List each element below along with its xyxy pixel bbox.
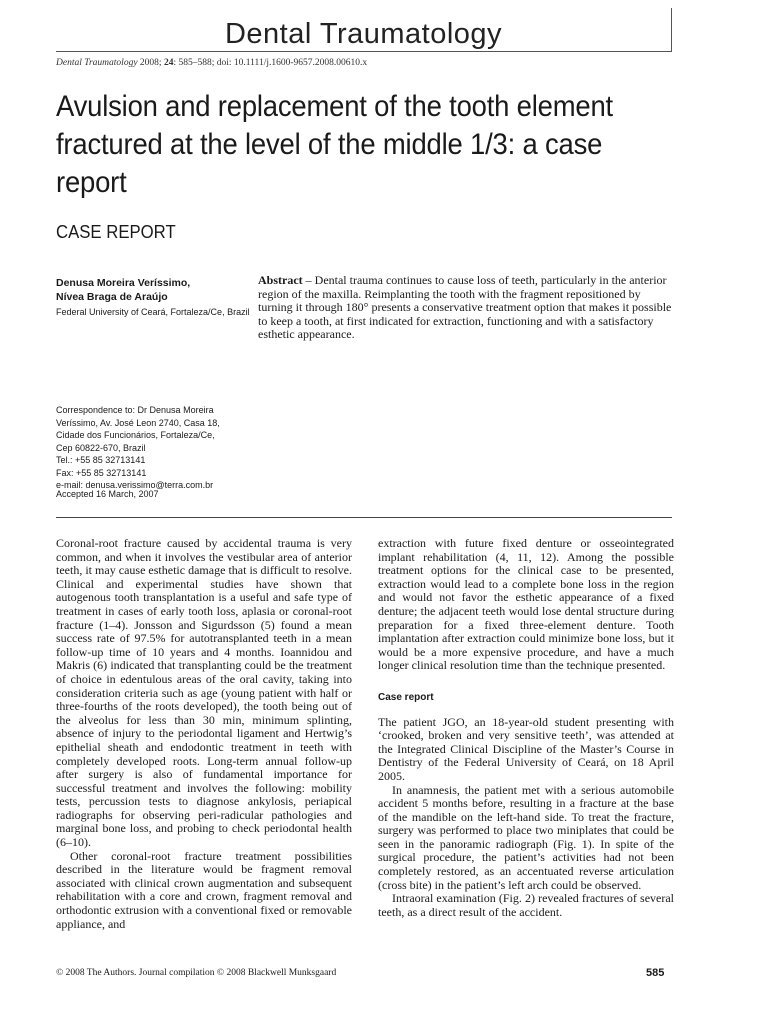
correspondence-line: Veríssimo, Av. José Leon 2740, Casa 18,: [56, 417, 220, 428]
abstract-text: – Dental trauma continues to cause loss of teeth, particularly in the anterior region of the maxilla. Reimplanting the tooth with the fragment repositioned by turning it through 180° presents a conservative treatment option that makes it possible to keep a tooth, at first indicated for extraction, functioning and with a satisfactory esthetic appearance.: [258, 273, 672, 342]
page-number: 585: [646, 967, 665, 979]
author-2: Nívea Braga de Araújo: [56, 290, 168, 303]
body-paragraph: The patient JGO, an 18-year-old student presenting with ‘crooked, broken and very sensitive teeth’, was attended at the Integrated Clinical Discipline of the Master’s Course in Dentistry of the Federal University of Ceará, on 18 April 2005.: [378, 714, 674, 783]
author-1: Denusa Moreira Veríssimo,: [56, 277, 191, 289]
affiliation: Federal University of Ceará, Fortaleza/Ce, Brazil: [56, 307, 250, 317]
citation-pages-doi: : 585–588; doi: 10.1111/j.1600-9657.2008.00610.x: [173, 58, 368, 68]
section-heading-case-report: Case report: [378, 691, 434, 703]
body-paragraph: extraction with future fixed denture or osseointegrated implant rehabilitation (4, 11, 12). Among the possible treatment options for the clinical case to be presented, extraction would lead to a complete bone loss in the region and would not favor the esthetic appearance of a fixed denture; the adjacent teeth would lose dental structure during preparation for a fixed three-element denture. Tooth implantation after extraction could minimize bone loss, but it would be a more expensive procedure, and have a much longer clinical resolution time than the technique presented.: [378, 536, 674, 673]
correspondence-email[interactable]: e-mail: denusa.verissimo@terra.com.br: [56, 480, 214, 490]
correspondence-line: Cidade dos Funcionários, Fortaleza/Ce,: [56, 430, 215, 440]
citation-year: 2008;: [137, 58, 164, 68]
body-paragraph: Coronal-root fracture caused by accidental trauma is very common, and when it involves the vestibular area of anterior teeth, it may cause esthetic damage that is difficult to resolve. Clinical and experimental studies have shown that autogenous tooth transplantation is a useful and safe type of treatment in cases of early tooth loss, aplasia or coronal-root fracture (1–4). Jonsson and Sigurdsson (5) found a mean success rate of 97.5% for autotransplanted teeth in a mean follow-up time of 10 years and 4 months. Ioannidou and Makris (6) indicated that transplanting could be the treatment of choice in edentulous areas of the oral cavity, taking into consideration criteria such as age (young patient with half or three-fourths of the roots developed), the tooth being out of the alveolus for less than 30 min, minimum splinting, absence of injury to the periodontal ligament and Hertwig’s epithelial sheath and endodontic treatment in teeth with completely developed roots. Long-term annual follow-up after surgery is also of fundamental importance for successful treatment and involves the following: mobility tests, percussion tests to diagnose ankylosis, periapical radiographs for observing peri-radicular pathologies and marginal bone loss, and probing to check periodontal health (6–10).: [56, 536, 352, 850]
article-type: CASE REPORT: [56, 222, 176, 242]
citation-journal: Dental Traumatology: [56, 58, 138, 68]
author-list: [56, 277, 256, 304]
journal-title: Dental Traumatology: [224, 18, 503, 50]
correspondence-phone: Tel.: +55 85 32713141: [56, 455, 146, 465]
journal-header-box: [56, 8, 672, 52]
correspondence-fax: Fax: +55 85 32713141: [56, 467, 147, 478]
body-paragraph: Intraoral examination (Fig. 2) revealed fractures of several teeth, as a direct result of the accident.: [378, 891, 674, 919]
correspondence-line: Correspondence to: Dr Denusa Moreira: [56, 405, 214, 415]
footer-copyright: © 2008 The Authors. Journal compilation © 2008 Blackwell Munksgaard: [56, 968, 337, 978]
body-paragraph: Other coronal-root fracture treatment possibilities described in the literature would be fragment removal associated with clinical crown augmentation and subsequent rehabilitation with a core and crown, fragment removal and orthodontic extrusion with a conventional fixed or removable appliance, and: [56, 848, 352, 931]
body-column-left: [56, 537, 352, 931]
article-title: Avulsion and replacement of the tooth element fractured at the level of the middle 1/3: a case report: [56, 90, 613, 199]
body-paragraph: In anamnesis, the patient met with a serious automobile accident 5 months before, resulting in a fracture at the base of the mandible on the left-hand side. To treat the fracture, surgery was performed to place two miniplates that could be seen in the panoramic radiograph (Fig. 1). In spite of the surgical procedure, the patient’s activities had not been completely restored, as an accentuated reverse articulation (cross bite) in the patient’s left arch could be observed.: [378, 782, 674, 892]
abstract-label: Abstract: [258, 273, 303, 287]
citation-volume: 24: [163, 58, 174, 68]
correspondence-line: Cep 60822-670, Brazil: [56, 442, 146, 453]
correspondence: [56, 404, 256, 492]
section-divider: [56, 517, 672, 518]
citation-line: [56, 58, 367, 68]
body-column-right: [378, 537, 674, 919]
abstract: [258, 274, 674, 342]
accepted-date: Accepted 16 March, 2007: [56, 489, 159, 499]
